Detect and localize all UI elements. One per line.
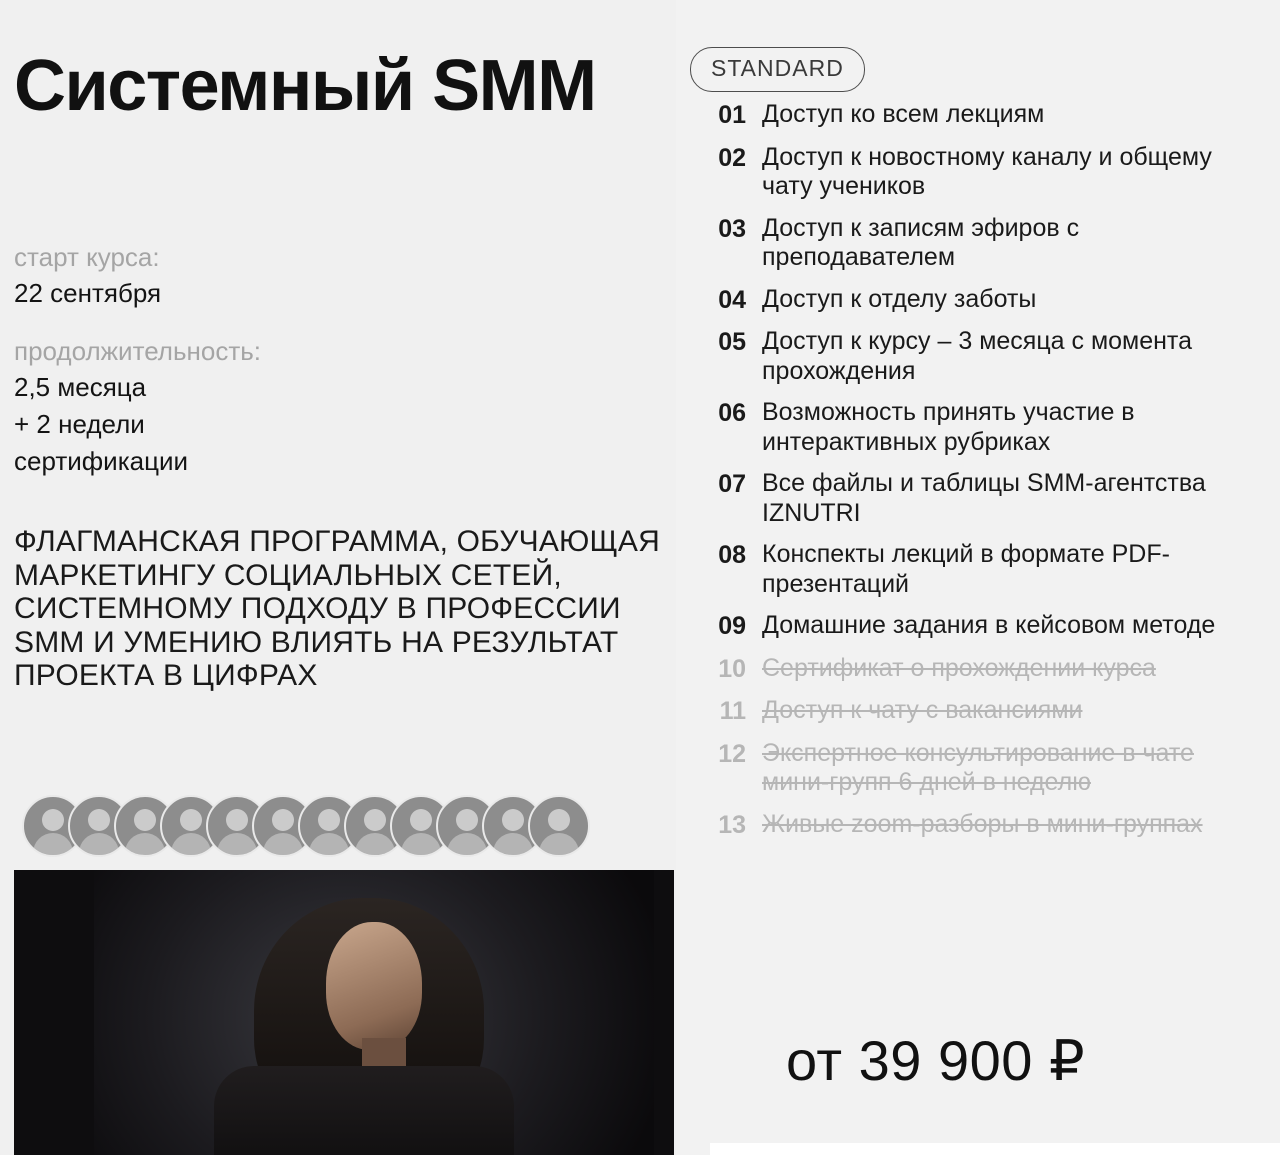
list-item-label: Доступ к курсу – 3 месяца с момента прохождения — [762, 327, 1193, 385]
list-item-label: Возможность принять участие в интерактивных рубриках — [762, 398, 1135, 456]
photo-jacket — [214, 1066, 514, 1155]
list-item-number: 09 — [718, 612, 746, 640]
list-item — [690, 100, 1276, 131]
list-item-number: 01 — [718, 101, 746, 129]
list-item-number: 03 — [718, 214, 746, 243]
list-item-label: Экспертное консультирование в чате мини-групп 6 дней в неделю — [762, 738, 1194, 796]
list-item — [690, 327, 1276, 386]
page-title: Системный SMM — [14, 46, 596, 126]
list-item-label: Доступ к чату с вакансиями — [762, 696, 1083, 724]
list-item — [690, 540, 1276, 599]
right-column — [676, 0, 1280, 1155]
avatar — [528, 795, 590, 857]
list-item-number: 04 — [718, 285, 746, 314]
hero-photo — [14, 870, 674, 1155]
list-item-label: Все файлы и таблицы SMM-агентства IZNUTRI — [762, 469, 1206, 527]
list-item-number: 13 — [718, 810, 746, 839]
list-item-label: Доступ к новостному каналу и общему чату учеников — [762, 142, 1212, 200]
list-item-number: 06 — [718, 399, 746, 427]
list-item-number: 08 — [718, 541, 746, 569]
list-item-label: Сертификат о прохождении курса — [762, 653, 1156, 682]
program-description: ФЛАГМАНСКАЯ ПРОГРАММА, ОБУЧАЮЩАЯ МАРКЕТИНГУ СОЦИАЛЬНЫХ СЕТЕЙ, СИСТЕМНОМУ ПОДХОДУ В ПРОФЕССИИ SMM И УМЕНИЮ ВЛИЯТЬ НА РЕЗУЛЬТАТ ПРОЕКТА В ЦИФРАХ — [14, 525, 660, 693]
duration-value-line-3: сертификации — [14, 445, 189, 476]
list-item-label: Живые zoom-разборы в мини-группах — [762, 809, 1203, 838]
list-item — [690, 611, 1276, 642]
list-item-number: 05 — [718, 328, 746, 356]
photo-face — [326, 922, 422, 1050]
course-meta — [14, 240, 654, 480]
duration-label: продолжительность: — [14, 336, 261, 366]
duration-value-line-1: 2,5 месяца — [14, 372, 147, 403]
list-item-label: Доступ к записям эфиров с преподавателем — [762, 213, 1080, 271]
list-item — [690, 214, 1276, 273]
list-item — [690, 469, 1276, 528]
list-item-number: 07 — [718, 470, 746, 498]
list-item — [690, 285, 1276, 316]
bottom-white-bar — [710, 1143, 1280, 1155]
list-item-label: Домашние задания в кейсовом методе — [762, 611, 1216, 639]
list-item-disabled — [690, 654, 1276, 685]
price-label: от 39 900 ₽ — [786, 1029, 1086, 1092]
list-item — [690, 143, 1276, 202]
list-item-disabled — [690, 810, 1276, 841]
start-date-value: 22 сентября — [14, 278, 162, 309]
list-item-disabled — [690, 739, 1276, 798]
list-item-disabled — [690, 696, 1276, 727]
student-avatars — [22, 795, 590, 857]
duration-value-line-2: + 2 недели — [14, 409, 145, 439]
list-item — [690, 398, 1276, 457]
list-item-label: Конспекты лекций в формате PDF-презентаций — [762, 540, 1170, 598]
list-item-number: 12 — [718, 739, 746, 768]
features-list — [690, 100, 1276, 852]
tier-badge: STANDARD — [690, 47, 865, 92]
list-item-number: 11 — [719, 697, 746, 725]
list-item-number: 10 — [718, 654, 746, 683]
start-date-label: старт курса: — [14, 242, 160, 272]
list-item-number: 02 — [718, 143, 746, 172]
meta-spacer — [14, 312, 654, 334]
list-item-label: Доступ к отделу заботы — [762, 284, 1037, 313]
list-item-label: Доступ ко всем лекциям — [762, 100, 1045, 128]
